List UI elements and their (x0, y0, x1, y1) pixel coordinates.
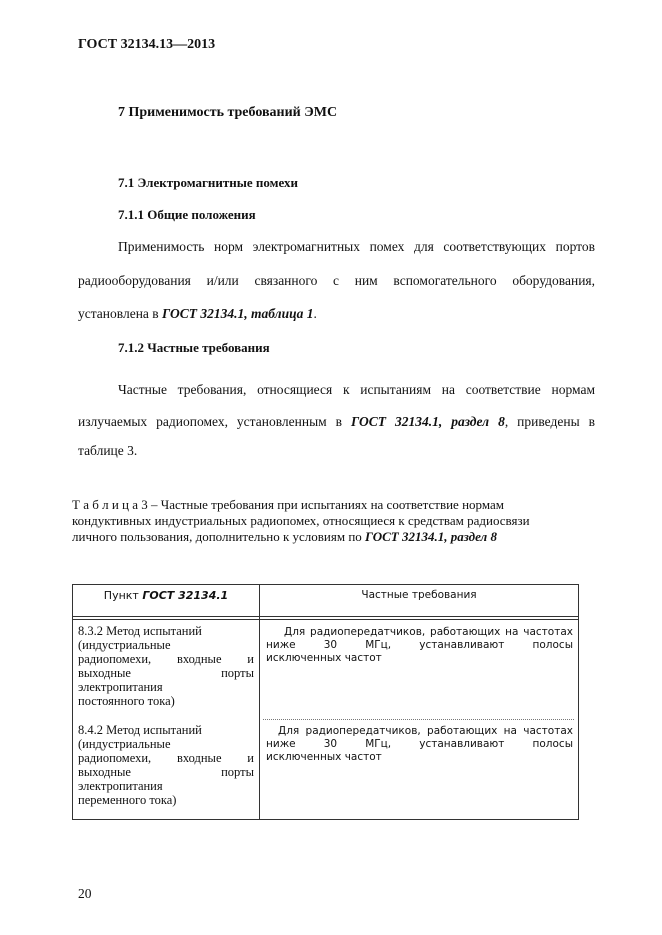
cell-line: переменного тока) (78, 793, 177, 807)
caption-text: личного пользования, дополнительно к условиям по (72, 529, 366, 544)
section-title: 7 Применимость требований ЭМС (118, 105, 338, 120)
standard-reference: ГОСТ 32134.1, раздел 8 (351, 414, 505, 429)
caption-text: 3 – Частные требования при испытаниях на соответствие нормам (138, 497, 504, 512)
requirements-table (72, 584, 579, 820)
paragraph-line: таблице 3. (78, 443, 138, 458)
table-header-divider (73, 619, 578, 620)
subsection-title-7-1-2: 7.1.2 Частные требования (118, 340, 270, 355)
table-header-clause (73, 589, 259, 602)
table-caption (72, 497, 592, 545)
cell-line: ниже 30 МГц, устанавливают полосы (266, 639, 573, 651)
standard-reference: ГОСТ 32134.1 (142, 589, 229, 602)
document-header: ГОСТ 32134.13—2013 (78, 37, 216, 52)
cell-line: электропитания (78, 779, 163, 793)
table-cell-clause (78, 723, 254, 807)
cell-line: исключенных частот (266, 652, 382, 664)
table-header-divider (73, 616, 578, 617)
paragraph-line: радиооборудования и/или связанного с ним вспомогательного оборудования, (78, 273, 595, 288)
table-header-requirements: Частные требования (361, 589, 477, 601)
paragraph-line (78, 414, 595, 430)
paragraph-text: , приведены в (504, 414, 595, 429)
paragraph-line: Частные требования, относящиеся к испытаниям на соответствие нормам (118, 382, 595, 397)
cell-line: ниже 30 МГц, устанавливают полосы (266, 738, 573, 750)
cell-line: радиопомехи, входные и (78, 652, 254, 666)
caption-line (72, 529, 592, 545)
header-text: Пункт (103, 589, 143, 602)
paragraph-line (78, 306, 317, 322)
table-cell-clause (78, 624, 254, 708)
standard-reference: ГОСТ 32134.1, раздел 8 (365, 529, 497, 544)
cell-line: постоянного тока) (78, 694, 175, 708)
table-row-divider (263, 719, 574, 720)
cell-line: (индустриальные (78, 737, 171, 751)
table-cell-requirement (266, 626, 573, 665)
cell-line: исключенных частот (266, 751, 382, 763)
cell-line: радиопомехи, входные и (78, 751, 254, 765)
cell-line: электропитания (78, 680, 163, 694)
cell-line: выходные порты (78, 765, 254, 779)
cell-line: Для радиопередатчиков, работающих на частотах (284, 626, 573, 638)
paragraph-text: излучаемых радиопомех, установленным в (78, 414, 352, 429)
cell-line: выходные порты (78, 666, 254, 680)
table-cell-requirement (266, 725, 573, 764)
paragraph-text: . (313, 306, 317, 321)
standard-reference: ГОСТ 32134.1, таблица 1 (162, 306, 314, 321)
caption-label: Т а б л и ц а (72, 497, 138, 512)
cell-line: Для радиопередатчиков, работающих на частотах (278, 725, 573, 737)
paragraph-text: установлена в (78, 306, 163, 321)
table-column-divider (259, 585, 260, 819)
subsection-title-7-1: 7.1 Электромагнитные помехи (118, 175, 299, 190)
cell-line: (индустриальные (78, 638, 171, 652)
subsection-title-7-1-1: 7.1.1 Общие положения (118, 207, 256, 222)
caption-line (72, 497, 592, 513)
paragraph-line: Применимость норм электромагнитных помех для соответствующих портов (118, 239, 595, 254)
caption-line: кондуктивных индустриальных радиопомех, относящиеся к средствам радиосвязи (72, 513, 530, 528)
page-number: 20 (78, 886, 92, 901)
cell-line: 8.4.2 Метод испытаний (78, 723, 202, 737)
cell-line: 8.3.2 Метод испытаний (78, 624, 202, 638)
